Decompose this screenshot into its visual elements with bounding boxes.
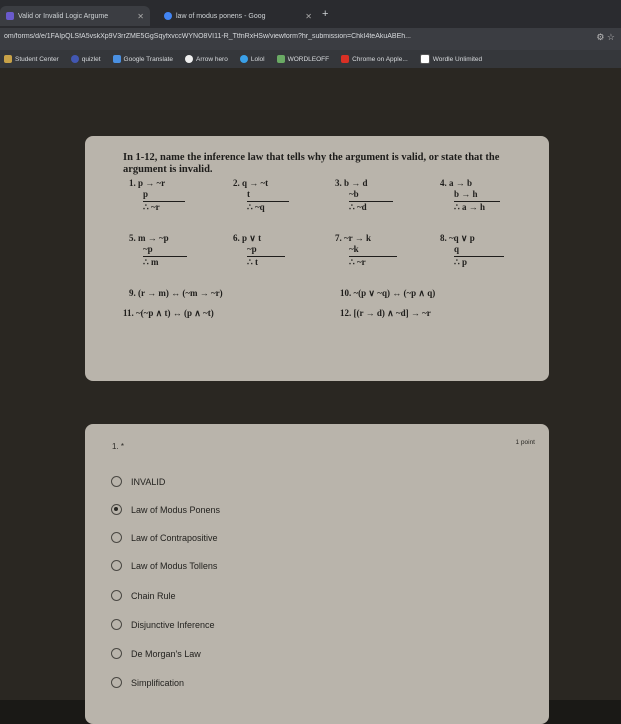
address-bar[interactable] <box>0 28 621 50</box>
radio-button[interactable] <box>111 476 122 487</box>
bookmark-arrow-hero[interactable]: Arrow hero <box>185 55 228 63</box>
bookmark-lolol[interactable]: Lolol <box>240 55 265 63</box>
problem-11: 11. ~(~p ∧ t) ↔ (p ∧ ~t) <box>123 308 214 318</box>
quizlet-icon <box>71 55 79 63</box>
required-mark: * <box>120 442 125 451</box>
radio-button[interactable] <box>111 560 122 571</box>
problem-12: 12. [(r → d) ∧ ~d] → ~r <box>340 308 431 318</box>
problem-4: 4. a → b b → h ∴ a → h <box>440 178 500 213</box>
chrome-apple-icon <box>341 55 349 63</box>
radio-button[interactable] <box>111 677 122 688</box>
problem-intro: In 1-12, name the inference law that tells why the argument is valid, or state that the argument is invalid. <box>123 152 500 175</box>
option-simplification[interactable]: Simplification <box>111 677 184 688</box>
problem-3: 3. b → d ~b ∴ ~d <box>335 178 393 213</box>
option-invalid[interactable]: INVALID <box>111 476 165 487</box>
option-modus-ponens[interactable]: Law of Modus Ponens <box>111 504 220 515</box>
bookmark-chrome-on-apple[interactable]: Chrome on Apple... <box>341 55 408 63</box>
question-card <box>85 424 549 724</box>
bookmarks-bar <box>0 50 621 68</box>
tab-title: law of modus ponens - Goog <box>176 12 266 20</box>
new-tab-button[interactable]: + <box>322 8 329 20</box>
tab-title: Valid or Invalid Logic Argume <box>18 12 109 20</box>
bookmark-google-translate[interactable]: Google Translate <box>113 55 174 63</box>
problem-2: 2. q → ~t t ∴ ~q <box>233 178 289 213</box>
problem-10: 10. ~(p ∨ ~q) ↔ (~p ∧ q) <box>340 288 436 298</box>
bookmark-wordleoff[interactable]: WORDLEOFF <box>277 55 330 63</box>
extension-icons[interactable]: ⚙ ☆ <box>596 32 615 42</box>
problem-image-card <box>85 136 549 381</box>
wordle-icon <box>420 54 430 64</box>
radio-button[interactable] <box>111 648 122 659</box>
tab-law-of-modus-ponens[interactable] <box>158 6 318 26</box>
arrow-hero-icon <box>185 55 193 63</box>
points-label: 1 point <box>515 439 535 446</box>
problem-7: 7. ~r → k ~k ∴ ~r <box>335 233 397 268</box>
bookmark-student-center[interactable]: Student Center <box>4 55 59 63</box>
translate-icon <box>113 55 121 63</box>
problem-6: 6. p ∨ t ~p ∴ t <box>233 233 285 268</box>
bookmark-icon <box>4 55 12 63</box>
problem-1: 1. p → ~r p ∴ ~r <box>129 178 185 213</box>
forms-icon <box>6 12 14 20</box>
radio-button[interactable] <box>111 590 122 601</box>
option-modus-tollens[interactable]: Law of Modus Tollens <box>111 560 217 571</box>
option-de-morgans-law[interactable]: De Morgan's Law <box>111 648 201 659</box>
problem-9: 9. (r → m) ↔ (~m → ~r) <box>129 288 223 298</box>
google-icon <box>164 12 172 20</box>
tab-valid-or-invalid[interactable] <box>0 6 150 26</box>
option-contrapositive[interactable]: Law of Contrapositive <box>111 532 218 543</box>
radio-button[interactable] <box>111 619 122 630</box>
bookmark-wordle-unlimited[interactable]: Wordle Unlimited <box>420 54 482 64</box>
bookmark-quizlet[interactable]: quizlet <box>71 55 101 63</box>
close-icon[interactable]: ✕ <box>137 11 144 21</box>
url-text[interactable]: om/forms/d/e/1FAIpQLSfA5vskXp9V3rrZME5GgSqyfxvccWYNO8VI11-R_TtfnRxHSw/viewform?hr_submission=ChkI4teAkuABEh... <box>4 33 411 40</box>
wordleoff-icon <box>277 55 285 63</box>
question-number: 1. * <box>112 442 125 451</box>
radio-button[interactable] <box>111 532 122 543</box>
close-icon[interactable]: ✕ <box>305 11 312 21</box>
tab-bar <box>0 0 621 28</box>
lolol-icon <box>240 55 248 63</box>
problem-set <box>123 152 543 176</box>
problem-8: 8. ~q ∨ p q ∴ p <box>440 233 504 268</box>
option-chain-rule[interactable]: Chain Rule <box>111 590 176 601</box>
form-page <box>0 68 621 700</box>
radio-button-selected[interactable] <box>111 504 122 515</box>
option-disjunctive-inference[interactable]: Disjunctive Inference <box>111 619 215 630</box>
problem-5: 5. m → ~p ~p ∴ m <box>129 233 187 268</box>
